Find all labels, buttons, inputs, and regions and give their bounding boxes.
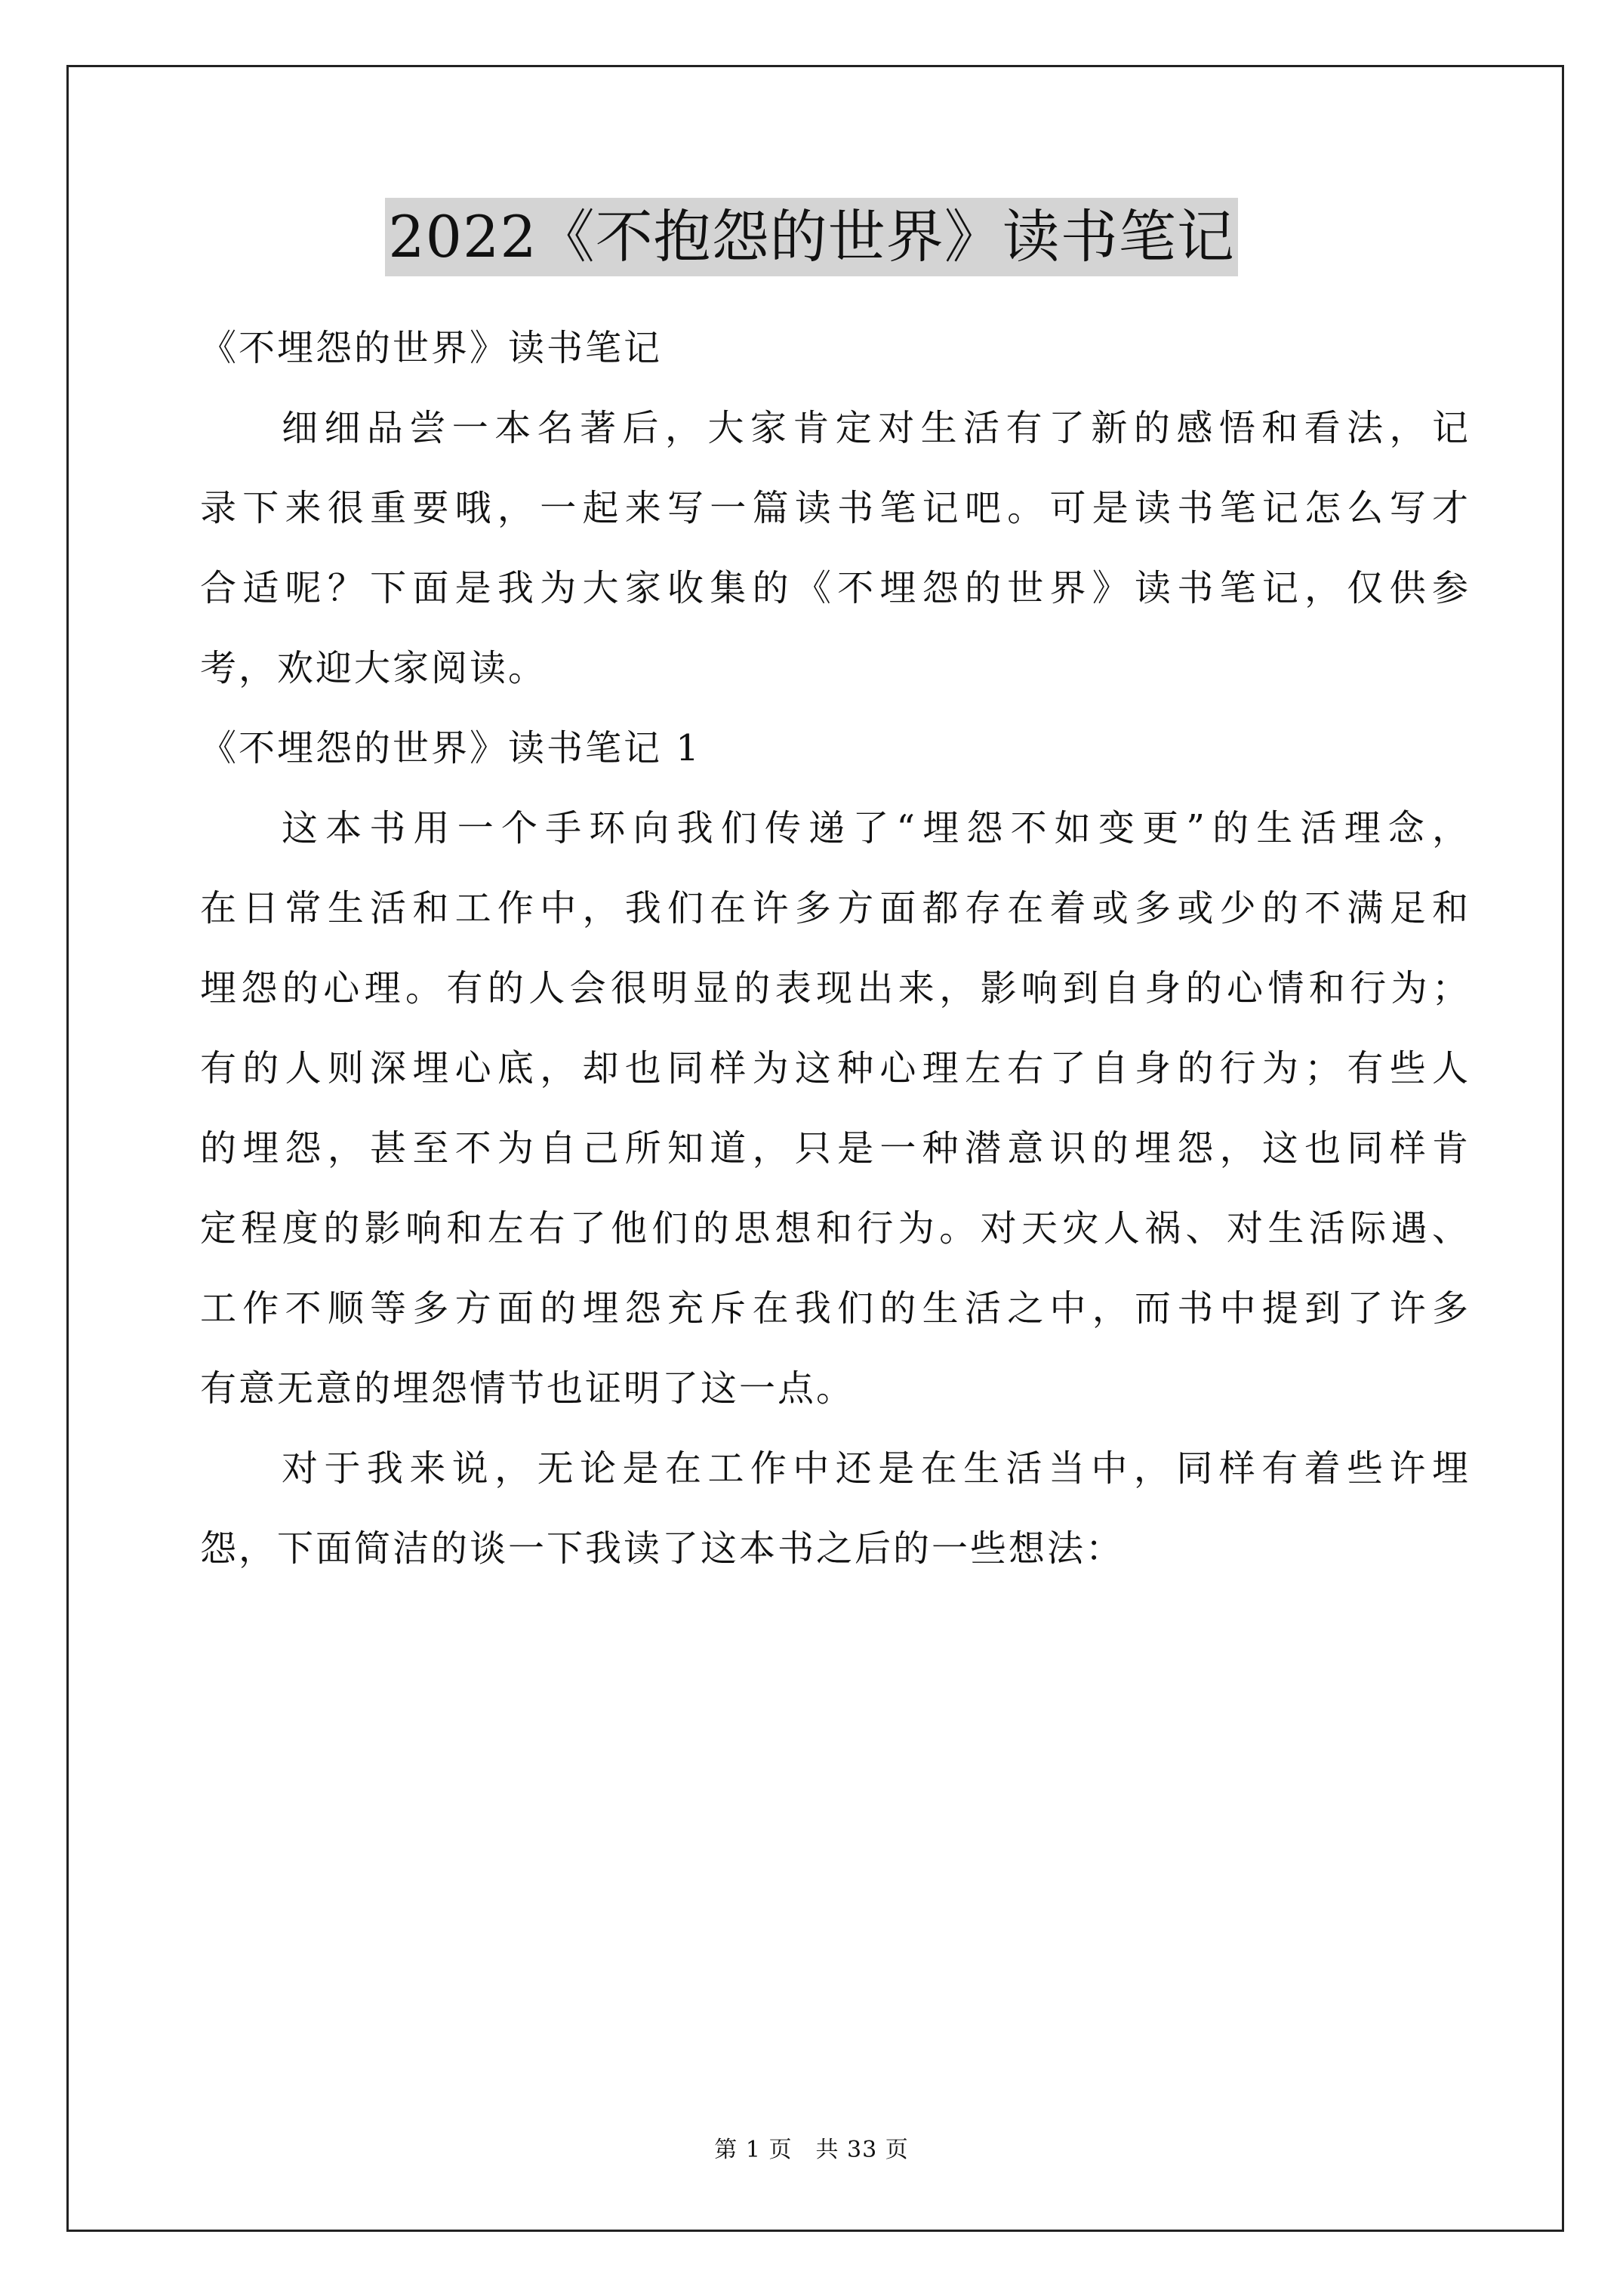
paragraph-line: 的埋怨，甚至不为自己所知道，只是一种潜意识的埋怨，这也同样肯 — [200, 1127, 1468, 1170]
paragraph-line: 在日常生活和工作中，我们在许多方面都存在着或多或少的不满足和 — [200, 887, 1468, 929]
paragraph-line: 有意无意的埋怨情节也证明了这一点。 — [200, 1367, 855, 1410]
paragraph-line: 有的人则深埋心底，却也同样为这种心理左右了自身的行为；有些人 — [200, 1047, 1468, 1089]
paragraph-line: 细细品尝一本名著后，大家肯定对生活有了新的感悟和看法，记 — [282, 407, 1468, 449]
paragraph-line: 录下来很重要哦，一起来写一篇读书笔记吧。可是读书笔记怎么写才 — [200, 487, 1468, 529]
section-heading: 《不埋怨的世界》读书笔记 1 — [200, 727, 701, 769]
paragraph-line: 对于我来说，无论是在工作中还是在生活当中，同样有着些许埋 — [282, 1447, 1468, 1490]
document-body — [200, 308, 1468, 1589]
paragraph-line: 埋怨的心理。有的人会很明显的表现出来，影响到自身的心情和行为； — [200, 967, 1468, 1009]
section-heading: 《不埋怨的世界》读书笔记 — [200, 327, 663, 369]
paragraph-line: 怨，下面简洁的谈一下我读了这本书之后的一些想法： — [200, 1527, 1125, 1570]
paragraph-line: 这本书用一个手环向我们传递了“埋怨不如变更”的生活理念， — [282, 807, 1468, 849]
paragraph-line: 工作不顺等多方面的埋怨充斥在我们的生活之中，而书中提到了许多 — [200, 1287, 1468, 1330]
paragraph-line: 合适呢？下面是我为大家收集的《不埋怨的世界》读书笔记，仅供参 — [200, 567, 1468, 609]
title-container — [0, 198, 1623, 276]
document-title: 2022《不抱怨的世界》读书笔记 — [385, 198, 1237, 276]
paragraph-line: 考，欢迎大家阅读。 — [200, 647, 547, 689]
page-footer: 第 1 页 共 33 页 — [714, 2137, 909, 2163]
paragraph-line: 定程度的影响和左右了他们的思想和行为。对天灾人祸、对生活际遇、 — [200, 1207, 1468, 1250]
